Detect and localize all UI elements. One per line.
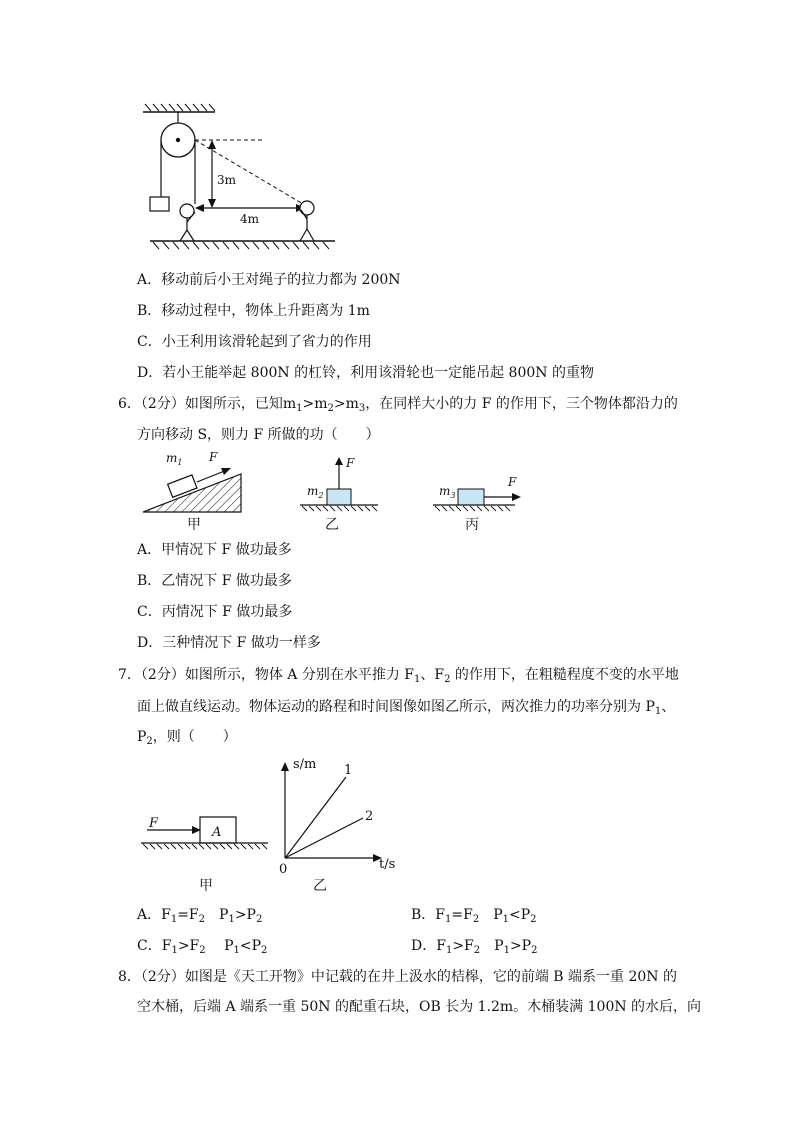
- q7-option-a[interactable]: A．$F_1=F_2$ $P_1>P_2$: [137, 907, 263, 925]
- q6-stem-line2: 方向移动 S，则力 F 所做的功（ ）: [137, 427, 380, 443]
- q7-line-1-label: 1: [344, 763, 353, 778]
- q7-figure: [135, 752, 405, 897]
- q6-option-a[interactable]: A．甲情况下 F 做功最多: [137, 542, 292, 558]
- q7-line-2-label: 2: [365, 809, 374, 824]
- q5-option-b[interactable]: B．移动过程中，物体上升距离为 1m: [137, 303, 370, 319]
- q7-line-1: [285, 777, 346, 858]
- q7-option-b[interactable]: B．$F_1=F_2$ $P_1<P_2$: [411, 907, 537, 925]
- q7-caption-jia: 甲: [199, 878, 213, 894]
- q6-force-bing: F: [508, 475, 517, 489]
- distance-label: 4m: [240, 212, 260, 226]
- q6-option-d[interactable]: D．三种情况下 F 做功一样多: [137, 635, 321, 651]
- q6-stem-line1: 6．（2分）如图所示，已知$m_1>m_2>m_3$，在同样大小的力 F 的作用下，三个物体都沿力的: [118, 396, 678, 414]
- q7-caption-yi: 乙: [313, 878, 327, 894]
- q7-stem-line2: 面上做直线运动。物体运动的路程和时间图像如图乙所示，两次推力的功率分别为 $P_1$、: [137, 699, 676, 717]
- q7-option-c[interactable]: C．$F_1>F_2$ $P_1<P_2$: [137, 938, 268, 956]
- q7-line-2: [285, 818, 363, 858]
- q7-origin-label: 0: [279, 862, 288, 877]
- q6-option-b[interactable]: B．乙情况下 F 做功最多: [137, 573, 292, 589]
- q6-mass-3: $m_3$: [439, 484, 456, 500]
- q6-caption-bing: 丙: [465, 517, 479, 533]
- hanging-weight: [150, 197, 169, 211]
- block-m3: [458, 489, 484, 505]
- q7-option-d[interactable]: D．$F_1>F_2$ $P_1>P_2$: [411, 938, 538, 956]
- q7-stem-line1: 7．（2分）如图所示，物体 A 分别在水平推力 $F_1$、$F_2$ 的作用下，在粗糙程度不变的水平地: [118, 667, 679, 685]
- q5-option-a[interactable]: A．移动前后小王对绳子的拉力都为 200N: [137, 272, 401, 288]
- q7-stem-line3: $P_2$，则（ ）: [137, 729, 237, 747]
- q8-stem-line2: 空木桶，后端 A 端系一重 50N 的配重石块，OB 长为 1.2m。木桶装满 100N 的水后，向: [137, 999, 702, 1015]
- q6-mass-2: $m_2$: [307, 484, 324, 500]
- person-after: [300, 201, 314, 241]
- q7-x-axis-label: t/s: [379, 857, 396, 872]
- q7-block-label: A: [212, 825, 222, 840]
- block-m2: [327, 489, 351, 505]
- q6-mass-1: $m_1$: [166, 451, 183, 467]
- height-label: 3m: [217, 173, 237, 187]
- q7-y-axis-label: s/m: [293, 757, 317, 772]
- pulley-figure: [135, 100, 345, 255]
- q6-caption-jia: 甲: [187, 517, 201, 533]
- q6-force-jia: F: [209, 450, 218, 464]
- q7-force-label: F: [149, 816, 159, 831]
- q6-force-yi: F: [346, 456, 355, 470]
- q6-option-c[interactable]: C．丙情况下 F 做功最多: [137, 604, 293, 620]
- q5-option-d[interactable]: D．若小王能举起 800N 的杠铃，利用该滑轮也一定能吊起 800N 的重物: [137, 365, 594, 381]
- q6-figure: [135, 448, 535, 538]
- person-before: [180, 204, 195, 241]
- q6-caption-yi: 乙: [325, 517, 339, 533]
- q5-option-c[interactable]: C．小王利用该滑轮起到了省力的作用: [137, 334, 372, 350]
- q8-stem-line1: 8．（2分）如图是《天工开物》中记载的在井上汲水的桔槔，它的前端 B 端系一重 20N 的: [118, 969, 677, 985]
